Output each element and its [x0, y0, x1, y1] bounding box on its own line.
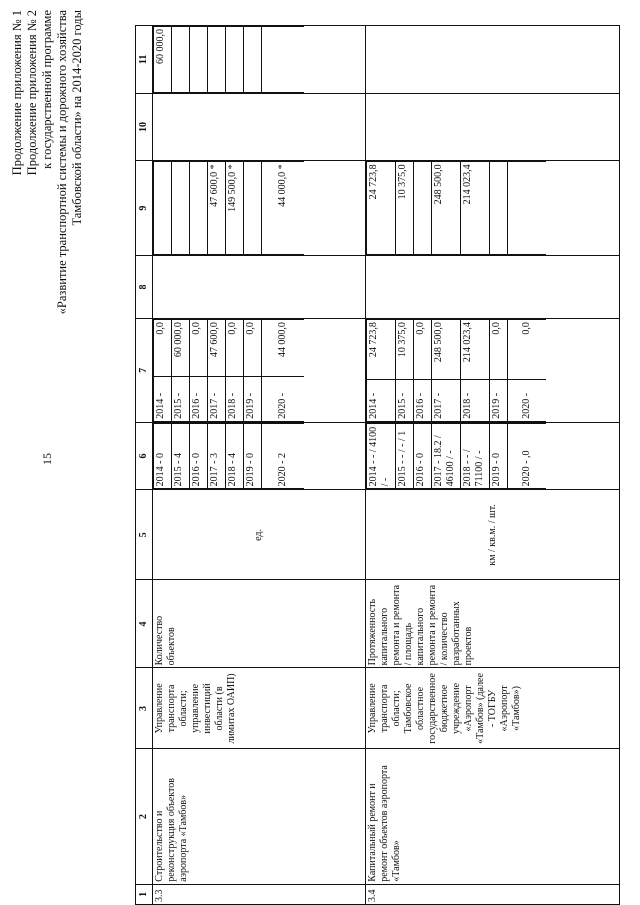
col9-value: 44 000,0 *	[262, 162, 305, 255]
total-value: 0,0	[490, 320, 508, 380]
target-value: 2014 - 0	[154, 423, 172, 489]
col9-cell	[366, 161, 620, 256]
program-table	[135, 25, 620, 905]
page-number: 15	[40, 453, 54, 465]
year-label: 2014 -	[154, 377, 172, 421]
col-header: 3	[136, 668, 153, 749]
col9-value: 47 600,0 *	[208, 162, 226, 255]
col11-value	[262, 27, 305, 93]
indicator: Протяженность капитального ремонта и ремонта / площадь капитального ремонта и ремонта / количество разработанных проектов	[366, 580, 620, 668]
col9-value: 248 500,0	[432, 162, 461, 255]
col9-cell	[153, 161, 366, 256]
year-label: 2020 -	[262, 377, 305, 421]
measure-name: Строительство и реконструкция объектов аэропорта «Тамбов»	[153, 749, 366, 884]
total-value: 0,0	[508, 320, 547, 380]
col-header: 6	[136, 422, 153, 490]
unit: ед.	[153, 490, 366, 580]
header-line: Продолжение приложения № 1	[10, 10, 24, 176]
col9-value: 214 023,4	[461, 162, 490, 255]
year-label: 2018 -	[461, 380, 490, 421]
appendix-header	[10, 10, 85, 314]
target-value: 2016 - 0	[414, 423, 432, 489]
executor: Управление транспорта области; Тамбовское областное государственное бюджетное учреждение «Аэропорт «Тамбов» (далее - ТОГБУ «Аэропорт «Тамбов»)	[366, 668, 620, 749]
col-header: 11	[136, 26, 153, 94]
col-header: 2	[136, 749, 153, 884]
col11-value	[226, 27, 244, 93]
target-value: 2016 - 0	[190, 423, 208, 489]
target-value: 2017 - 3	[208, 423, 226, 489]
col11-value	[244, 27, 262, 93]
col11-value: 60 000,0	[154, 27, 172, 93]
col11-value	[172, 27, 190, 93]
row-number: 3.4	[366, 884, 620, 904]
year-label: 2019 -	[490, 380, 508, 421]
header-row	[136, 26, 153, 905]
col-header: 5	[136, 490, 153, 580]
target-value: 2014 - - / 4100 / -	[367, 423, 396, 489]
targets-cell	[366, 422, 620, 490]
year-label: 2016 -	[414, 380, 432, 421]
col9-value	[414, 162, 432, 255]
header-line: Тамбовской области» на 2014-2020 годы	[70, 10, 84, 226]
total-value: 60 000,0	[172, 320, 190, 377]
target-value: 2015 - - / - / 1	[396, 423, 414, 489]
total-value: 24 723,8	[367, 320, 396, 380]
totals-cell	[153, 319, 366, 423]
total-value: 0,0	[414, 320, 432, 380]
col-header: 8	[136, 255, 153, 318]
col-header: 10	[136, 93, 153, 161]
year-label: 2015 -	[396, 380, 414, 421]
total-value: 0,0	[244, 320, 262, 377]
targets-cell	[153, 422, 366, 490]
col-header: 1	[136, 884, 153, 904]
header-line: «Развитие транспортной системы и дорожного хозяйства	[55, 10, 69, 315]
total-value: 0,0	[226, 320, 244, 377]
table-row	[366, 26, 620, 905]
measure-name: Капитальный ремонт и ремонт объектов аэропорта «Тамбов»	[366, 749, 620, 884]
col9-value	[190, 162, 208, 255]
indicator: Количество объектов	[153, 580, 366, 668]
target-value: 2019 - 0	[244, 423, 262, 489]
year-label: 2016 -	[190, 377, 208, 421]
header-line: к государственной программе	[40, 10, 54, 169]
year-label: 2014 -	[367, 380, 396, 421]
col11-value	[208, 27, 226, 93]
year-label: 2017 -	[432, 380, 461, 421]
year-label: 2018 -	[226, 377, 244, 421]
col9-value: 149 500,0 *	[226, 162, 244, 255]
total-value: 0,0	[154, 320, 172, 377]
col-header: 7	[136, 319, 153, 423]
year-label: 2017 -	[208, 377, 226, 421]
target-value: 2018 - 4	[226, 423, 244, 489]
year-label: 2015 -	[172, 377, 190, 421]
total-value: 10 375,0	[396, 320, 414, 380]
target-value: 2017 - 18.2 / 46100 / -	[432, 423, 461, 489]
col9-value	[244, 162, 262, 255]
col-header: 4	[136, 580, 153, 668]
col8-cell	[366, 255, 620, 318]
totals-cell	[366, 319, 620, 423]
header-line: Продолжение приложения № 2	[25, 10, 39, 176]
total-value: 0,0	[190, 320, 208, 377]
total-value: 214 023,4	[461, 320, 490, 380]
target-value: 2018 - - / 71100 / -	[461, 423, 490, 489]
col9-value	[508, 162, 547, 255]
col9-value	[172, 162, 190, 255]
year-label: 2020 -	[508, 380, 547, 421]
unit: км / кв.м. / шт.	[366, 490, 620, 580]
col8-cell	[153, 255, 366, 318]
target-value: 2020 - ,0	[508, 423, 547, 489]
total-value: 47 600,0	[208, 320, 226, 377]
col10-cell	[366, 93, 620, 161]
table-row	[153, 26, 366, 905]
col9-value: 10 375,0	[396, 162, 414, 255]
total-value: 44 000,0	[262, 320, 305, 377]
col11-cell	[153, 26, 366, 94]
col10-cell	[153, 93, 366, 161]
executor: Управление транспорта области; управление инвестиций области (в лимитах ОАИП)	[153, 668, 366, 749]
col9-value	[490, 162, 508, 255]
col11-cell	[366, 26, 620, 94]
col9-value: 24 723,8	[367, 162, 396, 255]
year-label: 2019 -	[244, 377, 262, 421]
target-value: 2019 - 0	[490, 423, 508, 489]
total-value: 248 500,0	[432, 320, 461, 380]
row-number: 3.3	[153, 884, 366, 904]
col11-value	[190, 27, 208, 93]
target-value: 2020 - 2	[262, 423, 305, 489]
col9-value	[154, 162, 172, 255]
col-header: 9	[136, 161, 153, 256]
target-value: 2015 - 4	[172, 423, 190, 489]
